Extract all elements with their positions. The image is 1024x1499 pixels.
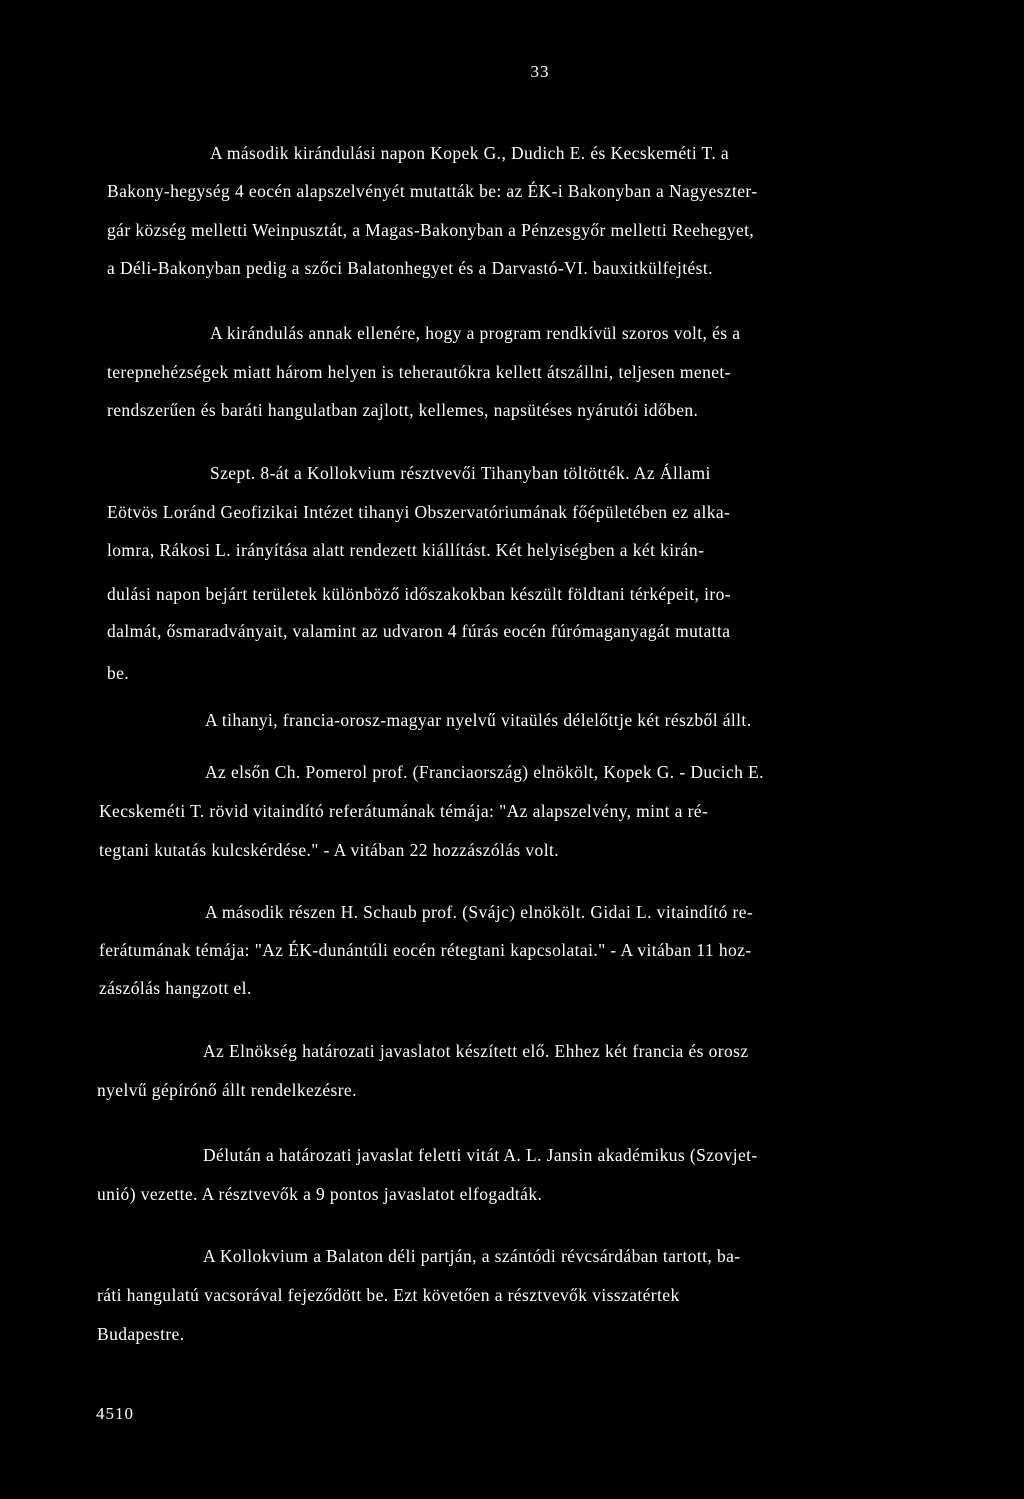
text-line: nyelvű gépírónő állt rendelkezésre. [97,1080,357,1100]
page-number: 33 [530,62,550,81]
text-line: dalmát, ősmaradványait, valamint az udvaron 4 fúrás eocén fúrómaganyagát mutatta [107,621,731,641]
text-line: Az Elnökség határozati javaslatot készített elő. Ehhez két francia és orosz [203,1041,749,1061]
text-line: A második kirándulási napon Kopek G., Dudich E. és Kecskeméti T. a [210,143,730,163]
text-line: a Déli-Bakonyban pedig a szőci Balatonhegyet és a Darvastó-VI. bauxitkülfejtést. [107,258,713,278]
text-line: Kecskeméti T. rövid vitaindító referátumának témája: "Az alapszelvény, mint a ré- [99,801,709,821]
text-line: lomra, Rákosi L. irányítása alatt rendezett kiállítást. Két helyiségben a két kirán- [107,540,705,560]
text-line: rendszerűen és baráti hangulatban zajlott, kellemes, napsütéses nyárutói időben. [107,400,699,420]
text-line: tegtani kutatás kulcskérdése." - A vitában 22 hozzászólás volt. [99,840,559,860]
text-line: gár község melletti Weinpusztát, a Magas-Bakonyban a Pénzesgyőr melletti Reehegyet, [107,220,755,240]
text-line: A Kollokvium a Balaton déli partján, a szántódi révcsárdában tartott, ba- [203,1246,741,1266]
text-line: A tihanyi, francia-orosz-magyar nyelvű vitaülés délelőttje két részből állt. [205,710,752,730]
text-line: A kirándulás annak ellenére, hogy a program rendkívül szoros volt, és a [210,323,741,343]
text-line: Délután a határozati javaslat feletti vitát A. L. Jansin akadémikus (Szovjet- [203,1145,758,1165]
text-line: Bakony-hegység 4 eocén alapszelvényét mutatták be: az ÉK-i Bakonyban a Nagyeszter- [107,181,758,201]
text-line: ferátumának témája: "Az ÉK-dunántúli eocén rétegtani kapcsolatai." - A vitában 11 hoz- [99,940,752,960]
text-line: be. [107,663,130,683]
text-line: Szept. 8-át a Kollokvium résztvevői Tihanyban töltötték. Az Állami [210,463,711,483]
text-line: ráti hangulatú vacsorával fejeződött be. Ezt követően a résztvevők visszatértek [97,1285,680,1305]
text-line: Az elsőn Ch. Pomerol prof. (Franciaország) elnökölt, Kopek G. - Ducich E. [205,762,764,782]
text-line: dulási napon bejárt területek különböző időszakokban készült földtani térképeit, iro- [107,584,731,604]
text-line: unió) vezette. A résztvevők a 9 pontos javaslatot elfogadták. [97,1184,543,1204]
text-line: terepnehézségek miatt három helyen is teherautókra kellett átszállni, teljesen menet- [107,362,731,382]
text-line: A második részen H. Schaub prof. (Svájc) elnökölt. Gidai L. vitaindító re- [205,902,754,922]
footer-code: 4510 [96,1404,134,1423]
text-line: Eötvös Loránd Geofizikai Intézet tihanyi Obszervatóriumának főépületében ez alka- [107,502,731,522]
text-line: zászólás hangzott el. [99,978,252,998]
text-line: Budapestre. [97,1324,185,1344]
